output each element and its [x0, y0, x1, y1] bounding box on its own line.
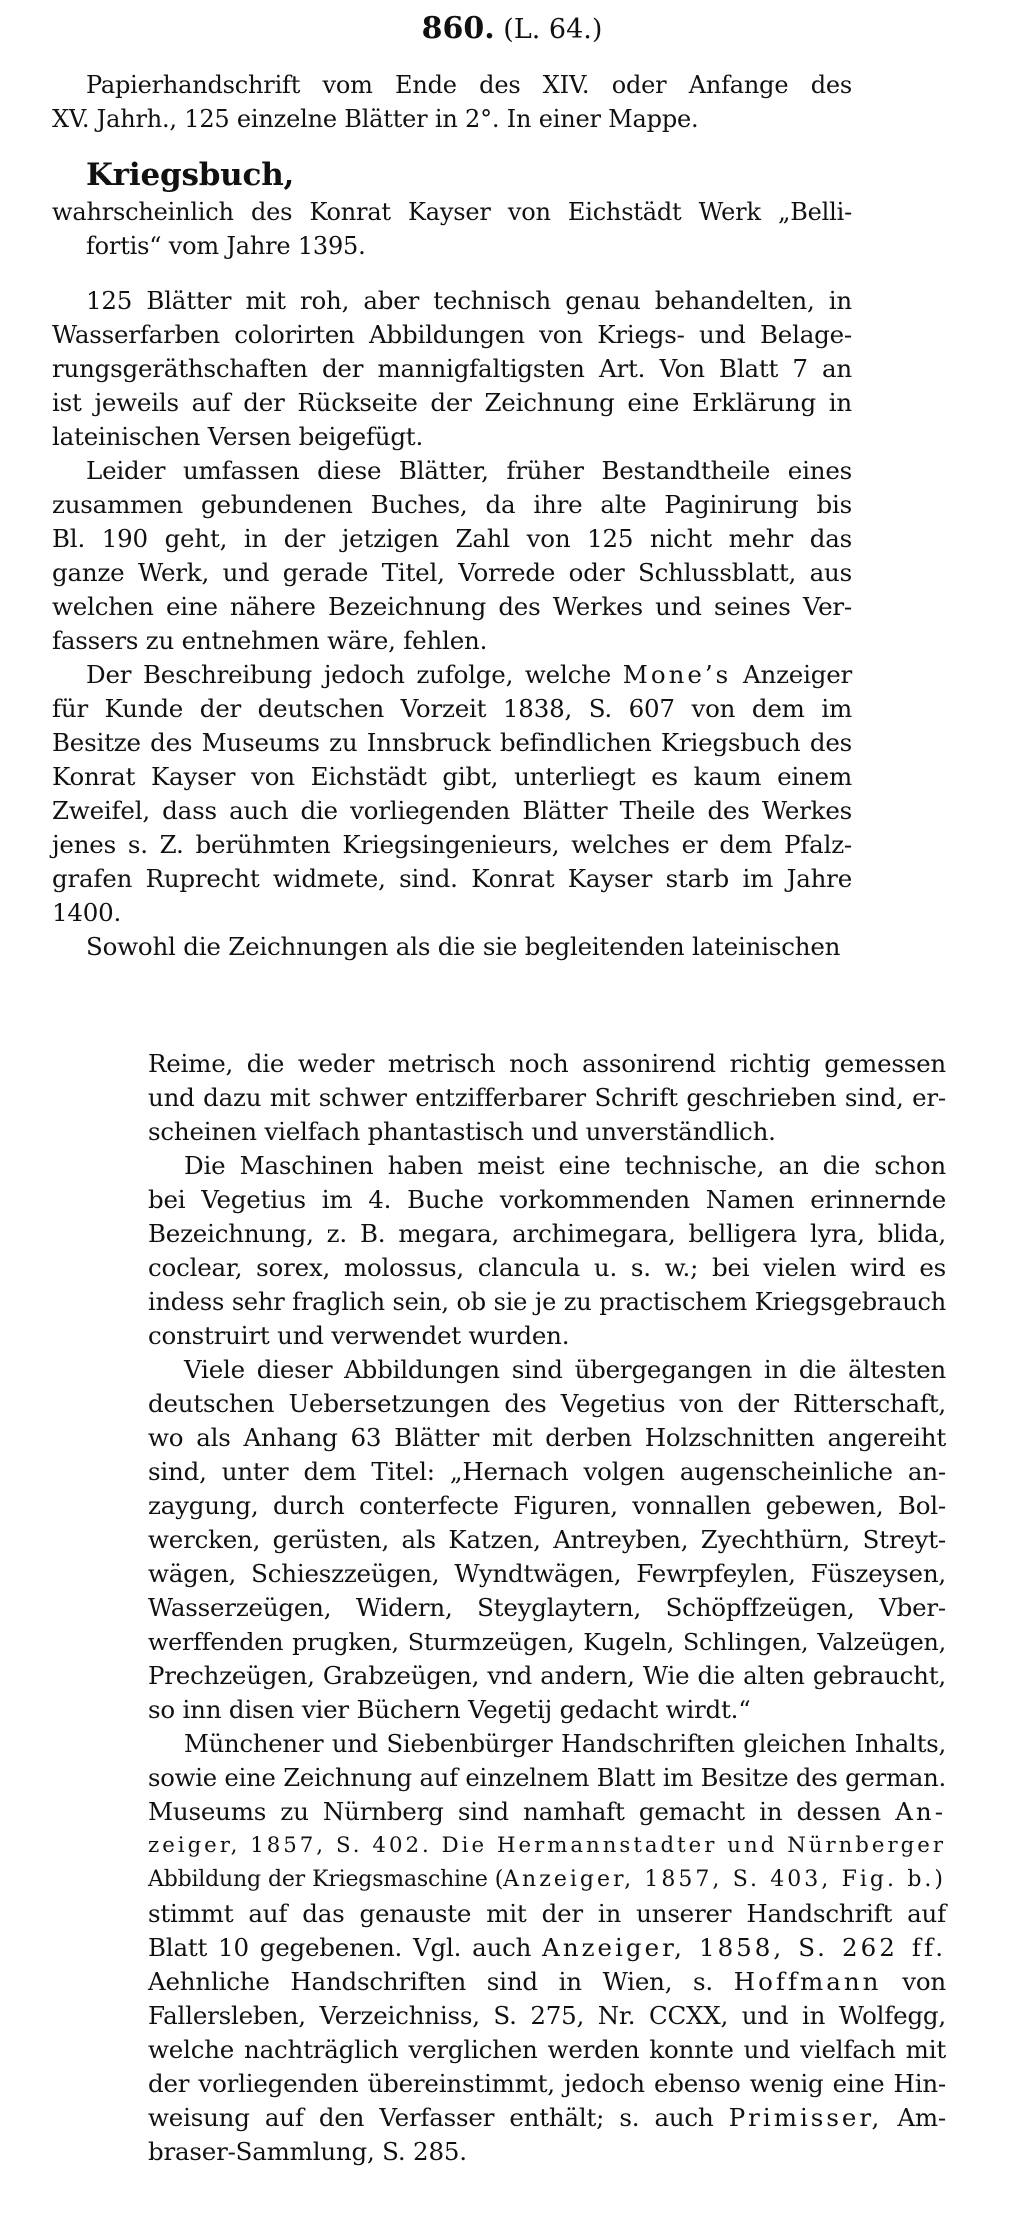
text-line: wägen, Schieszzeügen, Wyndtwägen, Fewrpfeylen, Füszeysen, — [148, 1559, 946, 1588]
text-line: Wasserzeügen, Widern, Steyglaytern, Schöpffzeügen, Vber- — [148, 1593, 946, 1622]
author-name-spaced: Mone’s — [622, 660, 732, 689]
intro-line: Papierhandschrift vom Ende des XIV. oder Anfange des — [86, 71, 852, 99]
intro-block — [52, 68, 852, 136]
catalog-reference: (L. 64.) — [503, 14, 603, 45]
text-line: scheinen vielfach phantastisch und unverständlich. — [148, 1117, 776, 1146]
text-line: Zweifel, dass auch die vorliegenden Blätter Theile des Werkes — [52, 796, 852, 825]
text-line — [148, 2101, 946, 2135]
text-line — [52, 658, 852, 692]
text-line: Reime, die weder metrisch noch assonirend richtig gemessen — [148, 1049, 946, 1078]
text-line — [148, 1863, 946, 1897]
text-line: zusammen gebundenen Buches, da ihre alte Paginirung bis — [52, 490, 852, 519]
text-segment: Abbildung der Kriegsmaschine ( — [148, 1867, 504, 1892]
text-segment: Der Beschreibung jedoch zufolge, welche — [86, 660, 612, 689]
text-line: construirt und verwendet wurden. — [148, 1321, 570, 1350]
top-paragraphs — [52, 284, 852, 964]
text-segment: Aehnliche Handschriften sind in Wien, s. — [148, 1967, 714, 1996]
text-line — [148, 1931, 946, 1965]
page-header — [0, 10, 1024, 49]
text-segment: Blatt 10 gegebenen. Vgl. auch — [148, 1933, 532, 1962]
text-line: Besitze des Museums zu Innsbruck befindlichen Kriegsbuch des — [52, 728, 852, 757]
text-line: ist jeweils auf der Rückseite der Zeichnung eine Erklärung in — [52, 388, 852, 417]
text-line: welchen eine nähere Bezeichnung des Werkes und seines Ver- — [52, 592, 852, 621]
text-line: Fallersleben, Verzeichniss, S. 275, Nr. CCXX, und in Wolfegg, — [148, 2001, 946, 2030]
text-line: und dazu mit schwer entzifferbarer Schrift geschrieben sind, er- — [148, 1083, 946, 1112]
text-line: wercken, gerüsten, als Katzen, Antreyben, Zyechthürn, Streyt- — [148, 1525, 946, 1554]
text-line: so inn disen vier Büchern Vegetij gedacht wirdt.“ — [148, 1695, 751, 1724]
text-line: werffenden prugken, Sturmzeügen, Kugeln, Schlingen, Valzeügen, — [148, 1628, 946, 1656]
spaced-word: An- — [895, 1797, 946, 1826]
text-line: sind, unter dem Titel: „Hernach volgen augenscheinliche an- — [148, 1457, 946, 1486]
text-line: Prechzeügen, Grabzeügen, vnd andern, Wie die alten gebraucht, — [148, 1661, 946, 1690]
text-segment: Museums zu Nürnberg sind namhaft gemacht in dessen — [148, 1797, 881, 1826]
intro-line: XV. Jahrh., 125 einzelne Blätter in 2°. In einer Mappe. — [52, 105, 699, 133]
text-line: welche nachträglich verglichen werden konnte und vielfach mit — [148, 2035, 946, 2064]
text-line: der vorliegenden übereinstimmt, jedoch ebenso wenig eine Hin- — [148, 2069, 946, 2098]
text-line: Viele dieser Abbildungen sind übergegangen in die ältesten — [184, 1355, 946, 1384]
text-line: für Kunde der deutschen Vorzeit 1838, S. 607 von dem im — [52, 694, 852, 723]
text-line: braser-Sammlung, S. 285. — [148, 2137, 467, 2166]
text-line: stimmt auf das genauste mit der in unserer Handschrift auf — [148, 1899, 946, 1928]
text-line: Wasserfarben colorirten Abbildungen von Kriegs- und Belage- — [52, 320, 852, 349]
text-line: lateinischen Versen beigefügt. — [52, 422, 424, 451]
text-line — [148, 1965, 946, 1999]
text-segment: Am- — [897, 2103, 946, 2132]
bottom-paragraphs — [148, 1047, 946, 2169]
text-segment: Anzeiger — [743, 660, 853, 689]
subtitle-line: fortis“ vom Jahre 1395. — [86, 232, 366, 260]
spaced-word: Anzeiger, 1858, S. 262 ff. — [542, 1933, 946, 1962]
spaced-word: Hoffmann — [733, 1967, 882, 1996]
text-line: Bl. 190 geht, in der jetzigen Zahl von 125 nicht mehr das — [52, 524, 852, 553]
text-line: 1400. — [52, 898, 122, 927]
text-line: wo als Anhang 63 Blätter mit derben Holzschnitten angereiht — [148, 1423, 946, 1452]
text-line: bei Vegetius im 4. Buche vorkommenden Namen erinnernde — [148, 1185, 946, 1214]
text-line: fassers zu entnehmen wäre, fehlen. — [52, 626, 488, 655]
text-segment: zeiger, 1857, S. 402. Die Hermannstadter und Nürnberger — [148, 1833, 946, 1858]
subtitle-line: wahrscheinlich des Konrat Kayser von Eichstädt Werk „Belli- — [52, 198, 852, 226]
text-line: indess sehr fraglich sein, ob sie je zu practischem Kriegsgebrauch — [148, 1288, 946, 1316]
text-line: Die Maschinen haben meist eine technische, an die schon — [184, 1151, 946, 1180]
page-number: 860. — [421, 11, 495, 46]
text-segment: von — [902, 1967, 947, 1996]
text-line: Münchener und Siebenbürger Handschriften gleichen Inhalts, — [184, 1729, 946, 1758]
text-line: coclear, sorex, molossus, clancula u. s. w.; bei vielen wird es — [148, 1253, 946, 1282]
title-block — [52, 155, 852, 263]
text-segment: weisung auf den Verfasser enthält; s. auch — [148, 2103, 714, 2132]
text-line: rungsgeräthschaften der mannigfaltigsten Art. Von Blatt 7 an — [52, 354, 852, 383]
text-line — [148, 1829, 946, 1863]
text-line: deutschen Uebersetzungen des Vegetius von der Ritterschaft, — [148, 1389, 946, 1418]
text-line: Sowohl die Zeichnungen als die sie begleitenden lateinischen — [86, 932, 841, 961]
text-line: Leider umfassen diese Blätter, früher Bestandtheile eines — [86, 456, 852, 485]
spaced-word: Primisser, — [728, 2103, 883, 2132]
text-line: 125 Blätter mit roh, aber technisch genau behandelten, in — [86, 286, 852, 315]
text-line: jenes s. Z. berühmten Kriegsingenieurs, welches er dem Pfalz- — [52, 830, 852, 859]
text-line — [148, 1795, 946, 1829]
text-line: sowie eine Zeichnung auf einzelnem Blatt im Besitze des german. — [148, 1763, 946, 1792]
text-line: zaygung, durch conterfecte Figuren, vonnallen gebewen, Bol- — [148, 1491, 946, 1520]
entry-title: Kriegsbuch, — [86, 157, 295, 193]
text-line: ganze Werk, und gerade Titel, Vorrede oder Schlussblatt, aus — [52, 558, 852, 587]
spaced-word: Anzeiger, 1857, S. 403, Fig. b.) — [503, 1867, 946, 1892]
text-line: grafen Ruprecht widmete, sind. Konrat Kayser starb im Jahre — [52, 864, 852, 893]
text-line: Bezeichnung, z. B. megara, archimegara, belligera lyra, blida, — [148, 1219, 946, 1248]
text-line: Konrat Kayser von Eichstädt gibt, unterliegt es kaum einem — [52, 762, 852, 791]
